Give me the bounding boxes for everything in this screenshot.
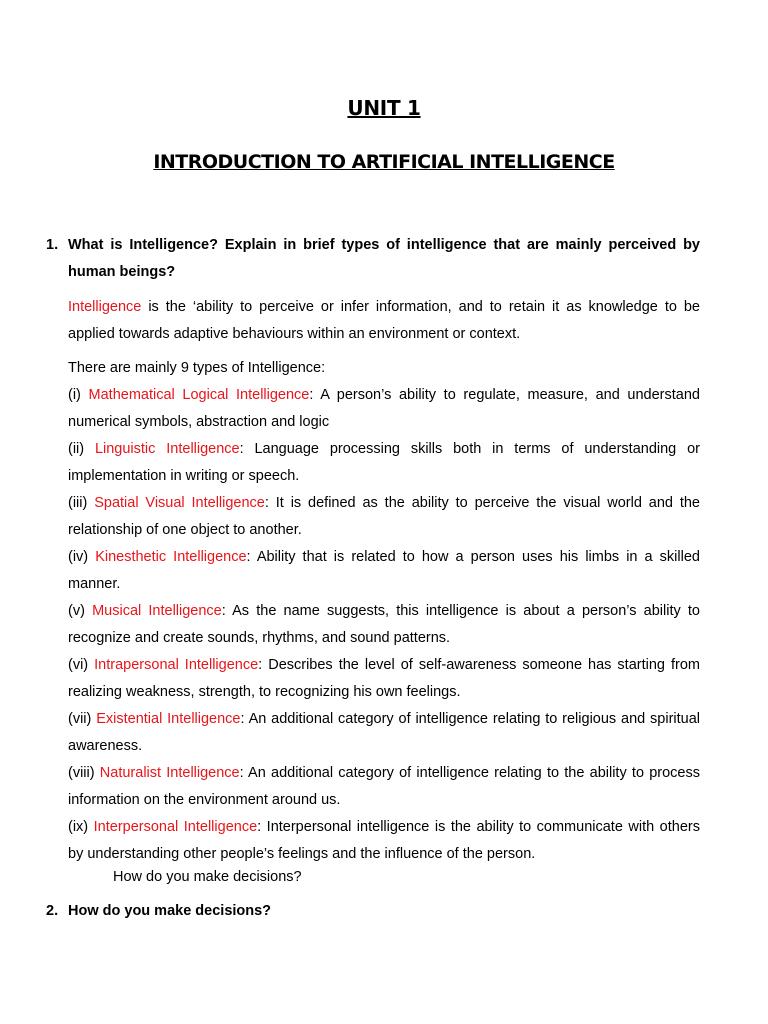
question-2 xyxy=(46,898,700,925)
trailing-text: How do you make decisions? xyxy=(113,869,302,885)
list-item xyxy=(68,544,700,598)
item-description: : Interpersonal intelligence is the ability to communicate with others by understanding other people’s feelings and the influence of the person. xyxy=(68,819,700,862)
question-text: What is Intelligence? Explain in brief types of intelligence that are mainly perceived by human beings? xyxy=(68,237,700,280)
question-number: 2. xyxy=(46,903,59,919)
item-number: (ii) xyxy=(68,441,95,457)
item-number: (ix) xyxy=(68,819,94,835)
item-description: : Ability that is related to how a person uses his limbs in a skilled manner. xyxy=(68,549,700,592)
list-item xyxy=(68,706,700,760)
list-item xyxy=(68,436,700,490)
item-term: Kinesthetic Intelligence xyxy=(95,549,247,565)
unit-title: UNIT 1 xyxy=(347,96,421,120)
item-term: Naturalist Intelligence xyxy=(99,765,240,781)
definition-paragraph xyxy=(68,294,700,348)
list-item xyxy=(68,382,700,436)
item-number: (iv) xyxy=(68,549,96,565)
item-term: Mathematical Logical Intelligence xyxy=(88,387,310,403)
item-term: Linguistic Intelligence xyxy=(94,441,240,457)
item-number: (i) xyxy=(68,387,89,403)
definition-text: is the ‘ability to perceive or infer information, and to retain it as knowledge to be applied towards adaptive behaviours within an environment or context. xyxy=(68,299,700,342)
item-description: : It is defined as the ability to perceive the visual world and the relationship of one object to another. xyxy=(68,495,701,538)
item-number: (v) xyxy=(68,603,93,619)
item-term: Spatial Visual Intelligence xyxy=(94,495,265,511)
question-number: 1. xyxy=(46,237,59,253)
item-term: Intrapersonal Intelligence xyxy=(94,657,259,673)
item-number: (vi) xyxy=(68,657,95,673)
question-text: How do you make decisions? xyxy=(68,903,272,919)
item-term: Musical Intelligence xyxy=(92,603,222,619)
item-description: : A person’s ability to regulate, measure, and understand numerical symbols, abstraction and logic xyxy=(68,387,700,430)
item-description: : Describes the level of self-awareness someone has starting from realizing weakness, strength, to recognizing his own feelings. xyxy=(68,657,700,700)
item-number: (iii) xyxy=(68,495,95,511)
page-title: INTRODUCTION TO ARTIFICIAL INTELLIGENCE xyxy=(153,151,615,173)
item-description: : Language processing skills both in terms of understanding or implementation in writing or speech. xyxy=(68,441,700,484)
item-description: : As the name suggests, this intelligence is about a person’s ability to recognize and create sounds, rhythms, and sound patterns. xyxy=(68,603,700,646)
item-term: Interpersonal Intelligence xyxy=(93,819,258,835)
intelligence-types-list xyxy=(68,382,700,868)
types-intro: There are mainly 9 types of Intelligence: xyxy=(68,360,326,376)
list-item xyxy=(68,814,700,868)
list-item xyxy=(68,652,700,706)
item-term: Existential Intelligence xyxy=(96,711,241,727)
question-1 xyxy=(46,232,700,286)
item-number: (vii) xyxy=(68,711,97,727)
definition-term: Intelligence xyxy=(68,299,142,315)
item-description: : An additional category of intelligence relating to religious and spiritual awareness. xyxy=(68,711,701,754)
list-item xyxy=(68,598,700,652)
list-item xyxy=(68,760,700,814)
list-item xyxy=(68,490,700,544)
item-description: : An additional category of intelligence relating to the ability to process information on the environment around us. xyxy=(68,765,700,808)
item-number: (viii) xyxy=(68,765,100,781)
